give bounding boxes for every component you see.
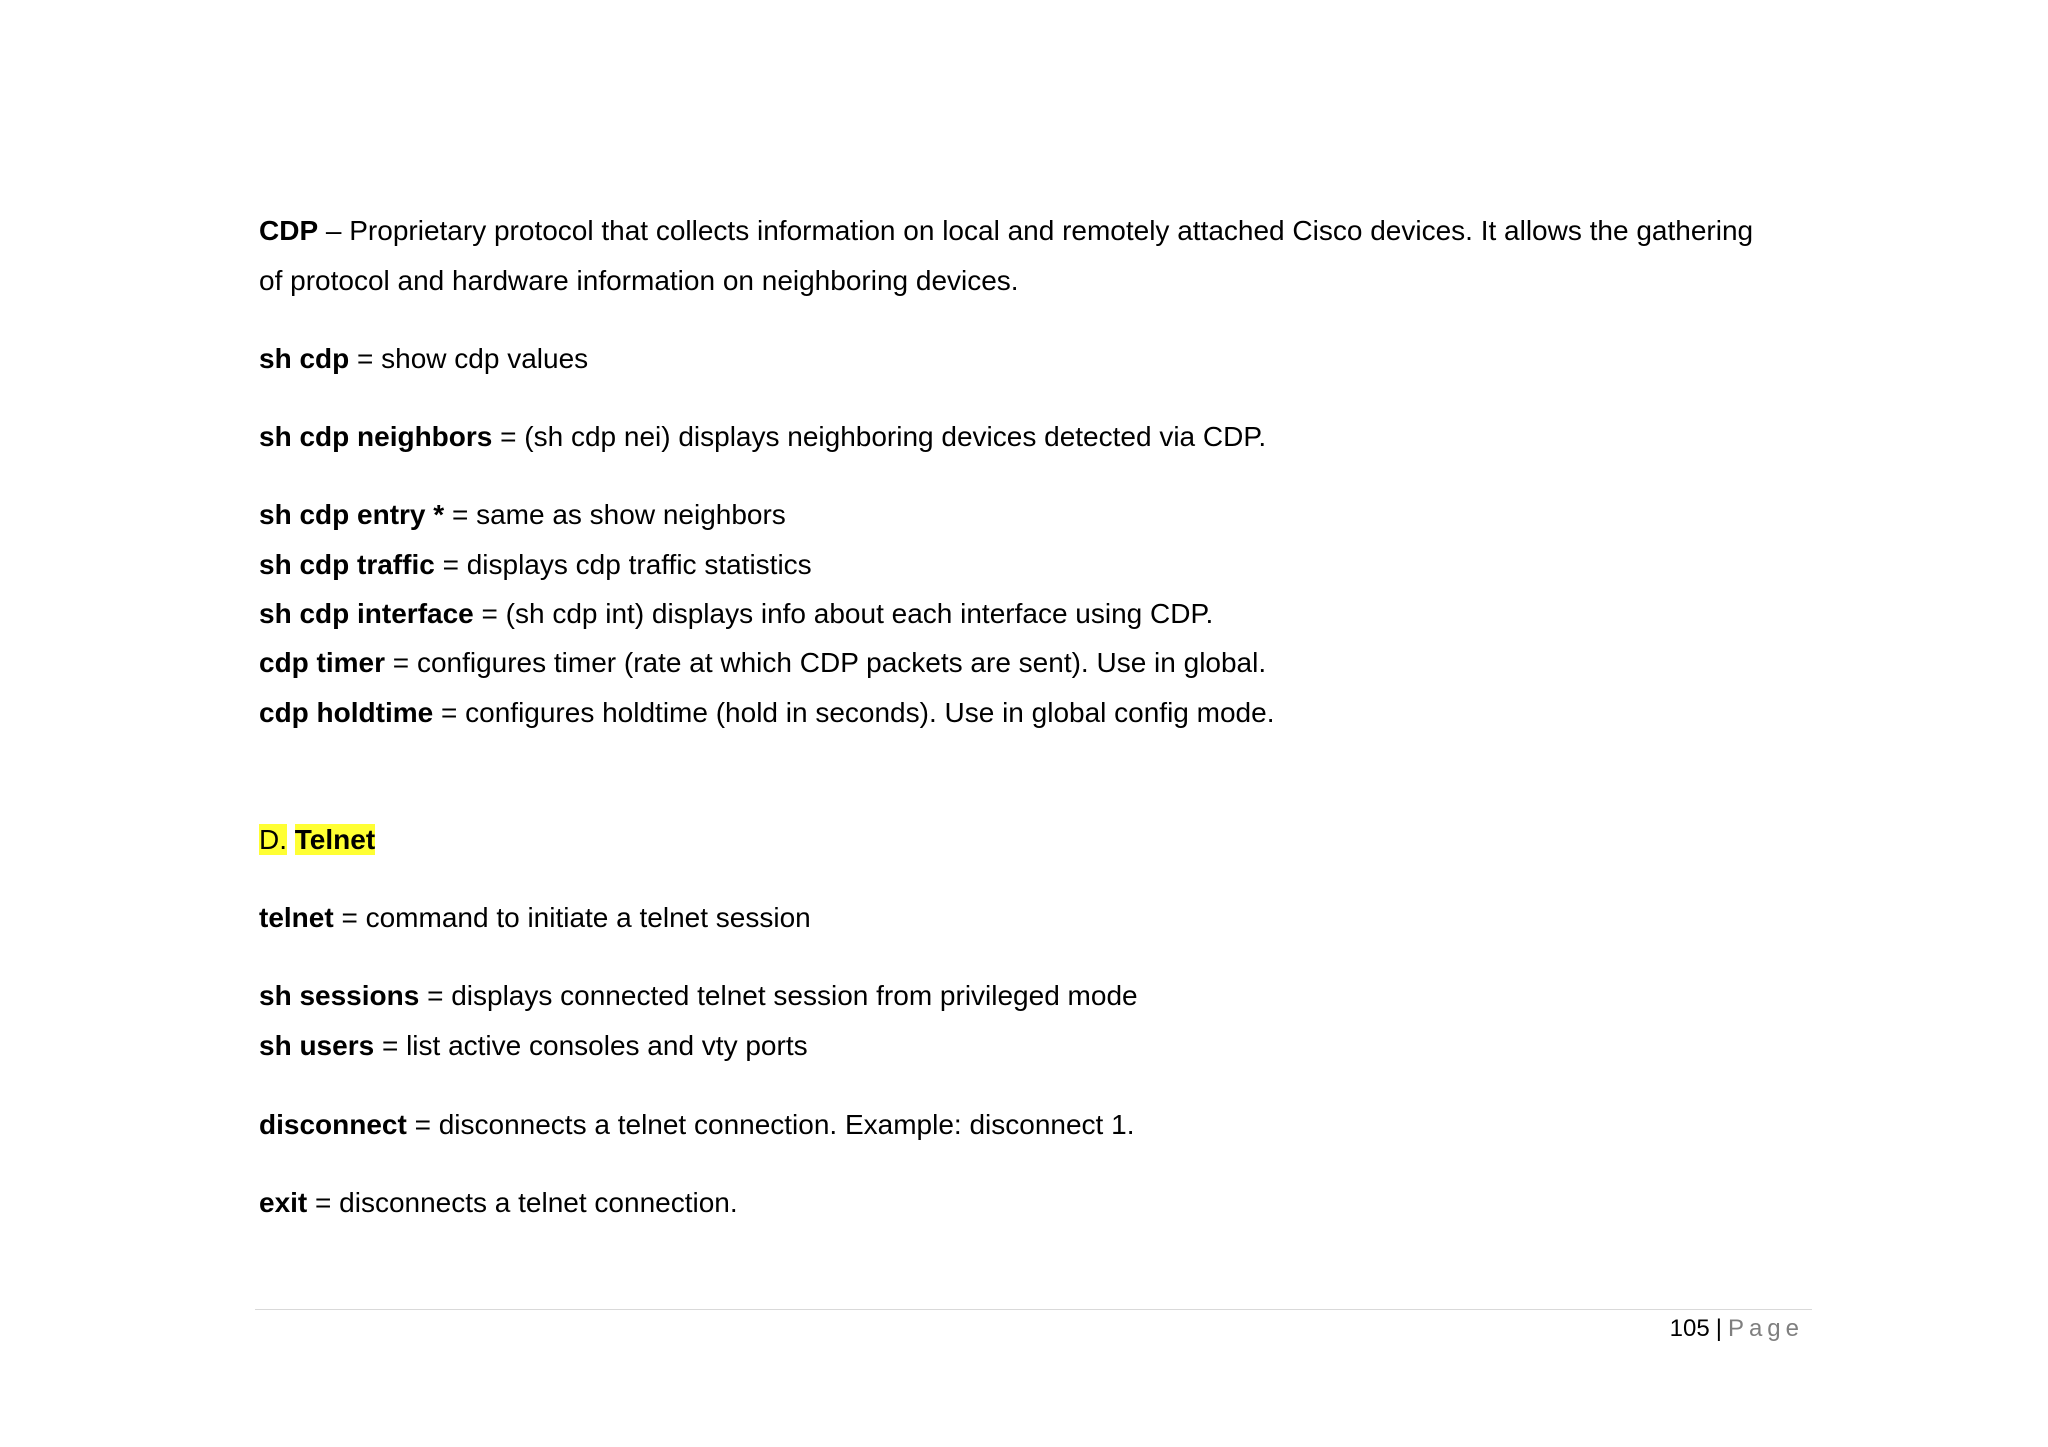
footer-divider: [255, 1309, 1812, 1310]
command-line: [259, 597, 1213, 631]
command-name: sh cdp traffic: [259, 549, 435, 580]
cdp-description-continued: of protocol and hardware information on neighboring devices.: [259, 265, 1019, 296]
cdp-term: CDP: [259, 215, 319, 246]
page-label: Page: [1727, 1315, 1804, 1342]
command-description: = configures holdtime (hold in seconds). Use in global config mode.: [433, 697, 1275, 728]
command-name: cdp holdtime: [259, 697, 434, 728]
command-name: sh users: [259, 1030, 375, 1061]
command-line: [259, 1186, 738, 1220]
command-name: disconnect: [259, 1109, 407, 1140]
command-name: sh cdp: [259, 343, 350, 374]
command-name: telnet: [259, 902, 334, 933]
command-name: sh sessions: [259, 980, 420, 1011]
command-description: = configures timer (rate at which CDP packets are sent). Use in global.: [385, 647, 1267, 678]
command-line: [259, 901, 811, 935]
command-name: sh cdp entry *: [259, 499, 445, 530]
command-line: [259, 498, 786, 532]
command-name: exit: [259, 1187, 308, 1218]
command-description: = same as show neighbors: [444, 499, 786, 530]
command-description: = displays cdp traffic statistics: [434, 549, 812, 580]
command-name: cdp timer: [259, 647, 386, 678]
cdp-description: – Proprietary protocol that collects information on local and remotely attached Cisco devices. It allows the gathering: [318, 215, 1754, 246]
footer-separator: |: [1715, 1315, 1722, 1342]
command-description: = command to initiate a telnet session: [333, 902, 811, 933]
command-description: = (sh cdp nei) displays neighboring devices detected via CDP.: [492, 421, 1267, 452]
command-line: [259, 696, 1274, 730]
command-name: sh cdp neighbors: [259, 421, 493, 452]
command-description: = (sh cdp int) displays info about each interface using CDP.: [473, 598, 1214, 629]
command-name: sh cdp interface: [259, 598, 474, 629]
cdp-definition-line-2: [259, 264, 1019, 298]
command-line: [259, 1108, 1134, 1142]
command-description: = disconnects a telnet connection.: [307, 1187, 738, 1218]
command-line: [259, 646, 1266, 680]
command-description: = disconnects a telnet connection. Example: disconnect 1.: [406, 1109, 1135, 1140]
command-line: [259, 420, 1266, 454]
command-description: = show cdp values: [349, 343, 589, 374]
page-number: 105: [1669, 1315, 1710, 1342]
section-heading-title: Telnet: [294, 824, 376, 855]
command-line: [259, 548, 812, 582]
command-line: [259, 1029, 808, 1063]
command-line: [259, 342, 588, 376]
cdp-definition-line-1: [259, 214, 1753, 248]
command-description: = displays connected telnet session from privileged mode: [419, 980, 1138, 1011]
command-line: [259, 979, 1138, 1013]
command-description: = list active consoles and vty ports: [374, 1030, 808, 1061]
section-heading-telnet: [259, 823, 375, 857]
section-heading-prefix: D.: [259, 824, 287, 855]
page-footer: [1670, 1314, 1804, 1344]
